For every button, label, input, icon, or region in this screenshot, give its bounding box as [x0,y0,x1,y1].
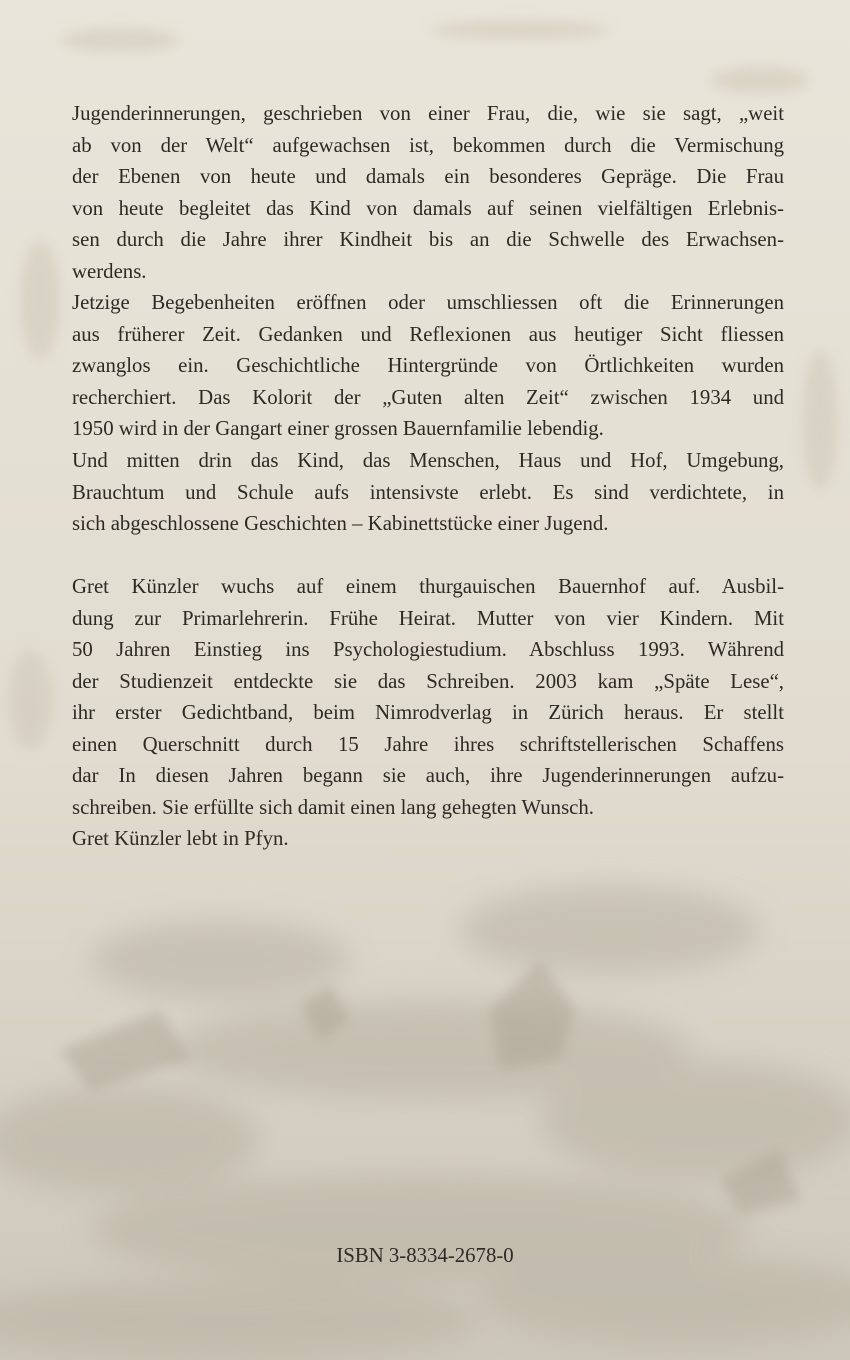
bio-line: ihr erster Gedichtband, beim Nimrodverlag in Zürich heraus. Er stellt [72,701,784,725]
blurb-line: werdens. [72,259,147,283]
bio-line: der Studienzeit entdeckte sie das Schreiben. 2003 kam „Späte Lese“, [72,669,784,693]
bio-line: Gret Künzler wuchs auf einem thurgauischen Bauernhof auf. Ausbil- [72,575,784,598]
bio-line: 50 Jahren Einstieg ins Psychologiestudium. Abschluss 1993. Während [72,638,784,662]
isbn-label: ISBN 3-8334-2678-0 [336,1244,514,1267]
blurb-line: Jetzige Begebenheiten eröffnen oder umschliessen oft die Erinnerungen [72,291,784,315]
bio-line: dung zur Primarlehrerin. Frühe Heirat. Mutter von vier Kindern. Mit [72,606,784,630]
blurb-line: ab von der Welt“ aufgewachsen ist, bekommen durch die Vermischung [72,133,784,157]
blurb-paragraph [72,98,784,540]
blurb-line: von heute begleitet das Kind von damals auf seinen vielfältigen Erlebnis- [72,196,784,220]
bio-line: dar In diesen Jahren begann sie auch, ihre Jugenderinnerungen aufzu- [72,764,784,788]
blurb-line: zwanglos ein. Geschichtliche Hintergründe von Örtlichkeiten wurden [72,354,784,378]
blurb-line: 1950 wird in der Gangart einer grossen Bauernfamilie lebendig. [72,417,604,441]
bio-line: Gret Künzler lebt in Pfyn. [72,827,289,851]
blurb-line: Und mitten drin das Kind, das Menschen, Haus und Hof, Umgebung, [72,449,784,473]
author-bio-paragraph [72,571,784,855]
bio-line: einen Querschnitt durch 15 Jahre ihres schriftstellerischen Schaffens [72,732,784,756]
blurb-line: Jugenderinnerungen, geschrieben von einer Frau, die, wie sie sagt, „weit [72,102,784,125]
bio-line: schreiben. Sie erfüllte sich damit einen lang gehegten Wunsch. [72,795,595,819]
blurb-line: recherchiert. Das Kolorit der „Guten alten Zeit“ zwischen 1934 und [72,385,784,409]
blurb-line: sen durch die Jahre ihrer Kindheit bis an die Schwelle des Erwachsen- [72,228,784,252]
blurb-line: Brauchtum und Schule aufs intensivste erlebt. Es sind verdichtete, in [72,480,784,504]
blurb-line: sich abgeschlossene Geschichten – Kabinettstücke einer Jugend. [72,512,609,536]
blurb-line: aus früherer Zeit. Gedanken und Reflexionen aus heutiger Sicht fliessen [72,322,784,346]
blurb-line: der Ebenen von heute und damals ein besonderes Gepräge. Die Frau [72,165,784,189]
